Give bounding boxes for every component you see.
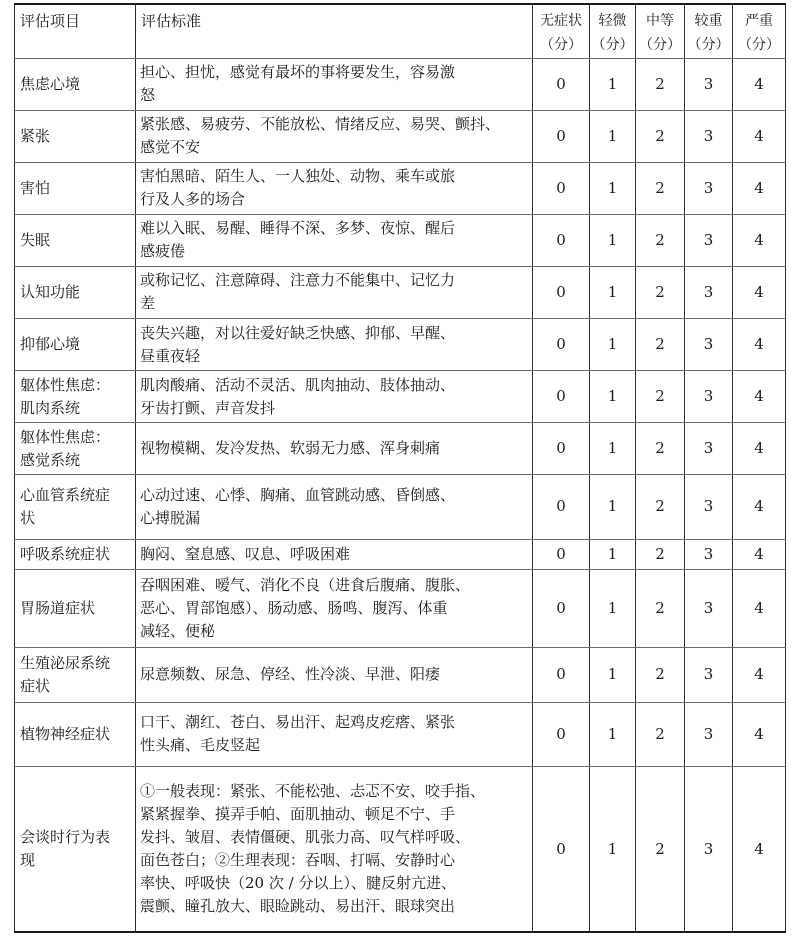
score-cell: 3 xyxy=(685,569,733,647)
item-name-line: 呼吸系统症状 xyxy=(20,544,111,563)
item-name-line: 现 xyxy=(20,851,36,869)
criteria-cell xyxy=(136,767,533,932)
criteria-cell xyxy=(136,423,533,475)
item-cell xyxy=(15,767,136,932)
score-cell: 2 xyxy=(636,423,685,475)
header-score-unit: （分） xyxy=(591,37,634,53)
score-cell: 2 xyxy=(636,767,685,932)
header-score-label: 较重 xyxy=(694,13,723,29)
criteria-cell xyxy=(136,371,533,423)
criteria-cell xyxy=(136,58,533,110)
item-cell xyxy=(15,475,136,539)
item-name-line: 躯体性焦虑： xyxy=(20,427,111,446)
table-row xyxy=(15,702,786,766)
criteria-cell xyxy=(136,214,533,266)
criteria-line: 吞咽困难、嗳气、消化不良（进食后腹痛、腹胀、 xyxy=(140,575,471,594)
score-cell: 2 xyxy=(636,702,685,766)
criteria-line: 心搏脱漏 xyxy=(140,508,201,527)
score-cell: 2 xyxy=(636,162,685,214)
criteria-cell xyxy=(136,539,533,569)
score-cell: 2 xyxy=(636,475,685,539)
item-name-line: 认知功能 xyxy=(20,282,81,301)
item-name-line: 状 xyxy=(20,508,36,527)
table-row xyxy=(15,767,786,932)
header-score-label: 中等 xyxy=(646,13,674,29)
criteria-line: 震颤、瞳孔放大、眼睑跳动、易出汗、眼球突出 xyxy=(140,897,456,915)
table-row xyxy=(15,266,786,318)
item-name-line: 害怕 xyxy=(20,178,51,197)
score-cell: 0 xyxy=(533,702,590,766)
criteria-line: 怒 xyxy=(140,86,156,105)
assessment-table-container xyxy=(14,3,785,933)
score-cell: 0 xyxy=(533,423,590,475)
criteria-cell xyxy=(136,475,533,539)
item-name-line: 症状 xyxy=(20,676,51,695)
score-cell: 4 xyxy=(733,58,786,110)
table-row xyxy=(15,475,786,539)
table-row xyxy=(15,539,786,569)
item-name-line: 抑郁心境 xyxy=(20,335,81,354)
header-score-label: 严重 xyxy=(745,13,773,29)
score-cell: 0 xyxy=(533,371,590,423)
score-cell: 0 xyxy=(533,58,590,110)
score-cell: 0 xyxy=(533,110,590,162)
score-cell: 1 xyxy=(590,767,636,932)
item-name-line: 生殖泌尿系统 xyxy=(20,653,111,672)
score-cell: 3 xyxy=(685,767,733,932)
criteria-line: 口干、潮红、苍白、易出汗、起鸡皮疙瘩、紧张 xyxy=(140,713,456,732)
score-cell: 2 xyxy=(636,569,685,647)
score-cell: 2 xyxy=(636,214,685,266)
criteria-line: 感觉不安 xyxy=(140,138,201,157)
score-cell: 0 xyxy=(533,767,590,932)
table-row xyxy=(15,110,786,162)
score-cell: 2 xyxy=(636,371,685,423)
header-score-unit: （分） xyxy=(738,37,780,53)
criteria-line: 胸闷、窒息感、叹息、呼吸困难 xyxy=(140,544,351,563)
score-cell: 4 xyxy=(733,475,786,539)
score-cell: 2 xyxy=(636,58,685,110)
item-cell xyxy=(15,569,136,647)
score-cell: 4 xyxy=(733,647,786,702)
score-cell: 0 xyxy=(533,475,590,539)
score-cell: 3 xyxy=(685,162,733,214)
score-cell: 1 xyxy=(590,702,636,766)
score-cell: 2 xyxy=(636,539,685,569)
criteria-line: 紧紧握拳、摸弄手帕、面肌抽动、顿足不宁、手 xyxy=(140,805,456,823)
item-cell xyxy=(15,371,136,423)
criteria-line: 害怕黑暗、陌生人、一人独处、动物、乘车或旅 xyxy=(140,167,456,186)
table-row xyxy=(15,371,786,423)
score-cell: 2 xyxy=(636,647,685,702)
table-row xyxy=(15,423,786,475)
item-name-line: 失眠 xyxy=(20,230,51,249)
score-cell: 1 xyxy=(590,539,636,569)
header-score-extreme xyxy=(733,4,786,58)
score-cell: 1 xyxy=(590,214,636,266)
score-cell: 1 xyxy=(590,647,636,702)
table-row xyxy=(15,647,786,702)
item-cell xyxy=(15,266,136,318)
item-cell xyxy=(15,702,136,766)
score-cell: 1 xyxy=(590,58,636,110)
score-cell: 1 xyxy=(590,162,636,214)
criteria-line: 心动过速、心悸、胸痛、血管跳动感、昏倒感、 xyxy=(140,485,456,504)
item-cell xyxy=(15,214,136,266)
score-cell: 4 xyxy=(733,162,786,214)
criteria-line: 难以入眠、易醒、睡得不深、多梦、夜惊、醒后 xyxy=(140,219,456,238)
criteria-line: 感疲倦 xyxy=(140,242,186,261)
criteria-line: 肌肉酸痛、活动不灵活、肌肉抽动、肢体抽动、 xyxy=(140,375,456,394)
criteria-line: 或称记忆、注意障碍、注意力不能集中、记忆力 xyxy=(140,271,456,290)
header-score-unit: （分） xyxy=(639,37,681,53)
score-cell: 3 xyxy=(685,702,733,766)
criteria-cell xyxy=(136,702,533,766)
score-cell: 3 xyxy=(685,423,733,475)
table-header-row xyxy=(15,4,786,58)
criteria-line: 视物模糊、发冷发热、软弱无力感、浑身刺痛 xyxy=(140,439,441,458)
score-cell: 3 xyxy=(685,475,733,539)
criteria-line: 差 xyxy=(140,294,156,313)
score-cell: 4 xyxy=(733,110,786,162)
criteria-line: 率快、呼吸快（20 次 / 分以上）、腱反射亢进、 xyxy=(140,874,456,892)
criteria-cell xyxy=(136,569,533,647)
score-cell: 3 xyxy=(685,266,733,318)
score-cell: 4 xyxy=(733,266,786,318)
score-cell: 4 xyxy=(733,319,786,371)
criteria-line: 面色苍白；②生理表现：吞咽、打嗝、安静时心 xyxy=(140,851,456,869)
score-cell: 4 xyxy=(733,423,786,475)
header-score-mild xyxy=(590,4,636,58)
score-cell: 2 xyxy=(636,319,685,371)
score-cell: 0 xyxy=(533,569,590,647)
item-cell xyxy=(15,319,136,371)
criteria-line: 担心、担忧，感觉有最坏的事将要发生，容易激 xyxy=(140,63,456,82)
header-score-unit: （分） xyxy=(540,37,582,53)
item-name-line: 紧张 xyxy=(20,126,51,145)
score-cell: 0 xyxy=(533,266,590,318)
item-name-line: 躯体性焦虑： xyxy=(20,375,111,394)
score-cell: 4 xyxy=(733,371,786,423)
item-cell xyxy=(15,58,136,110)
criteria-cell xyxy=(136,162,533,214)
score-cell: 0 xyxy=(533,647,590,702)
score-cell: 3 xyxy=(685,371,733,423)
score-cell: 4 xyxy=(733,767,786,932)
table-row xyxy=(15,162,786,214)
item-name-line: 会谈时行为表 xyxy=(20,828,111,846)
score-cell: 3 xyxy=(685,214,733,266)
criteria-line: 减轻、便秘 xyxy=(140,621,216,640)
criteria-line: 性头痛、毛皮竖起 xyxy=(140,736,261,755)
criteria-cell xyxy=(136,647,533,702)
score-cell: 1 xyxy=(590,475,636,539)
score-cell: 2 xyxy=(636,266,685,318)
criteria-line: 尿意频数、尿急、停经、性冷淡、早泄、阳痿 xyxy=(140,665,441,684)
table-row xyxy=(15,569,786,647)
criteria-line: 行及人多的场合 xyxy=(140,190,246,209)
score-cell: 1 xyxy=(590,110,636,162)
score-cell: 0 xyxy=(533,319,590,371)
header-score-severe xyxy=(685,4,733,58)
table-row xyxy=(15,58,786,110)
table-row xyxy=(15,214,786,266)
anxiety-assessment-table xyxy=(14,3,786,933)
score-cell: 3 xyxy=(685,58,733,110)
criteria-line: 紧张感、易疲劳、不能放松、情绪反应、易哭、颤抖、 xyxy=(140,115,501,134)
score-cell: 4 xyxy=(733,569,786,647)
header-criteria: 评估标准 xyxy=(136,4,533,58)
header-item: 评估项目 xyxy=(15,4,136,58)
score-cell: 4 xyxy=(733,539,786,569)
criteria-cell xyxy=(136,319,533,371)
score-cell: 3 xyxy=(685,319,733,371)
item-cell xyxy=(15,539,136,569)
item-name-line: 感觉系统 xyxy=(20,450,81,469)
score-cell: 1 xyxy=(590,569,636,647)
item-cell xyxy=(15,162,136,214)
header-score-label: 无症状 xyxy=(540,13,582,29)
item-name-line: 焦虑心境 xyxy=(20,74,81,93)
item-cell xyxy=(15,110,136,162)
item-name-line: 心血管系统症 xyxy=(20,485,111,504)
item-cell xyxy=(15,647,136,702)
score-cell: 0 xyxy=(533,539,590,569)
criteria-line: ①一般表现：紧张、不能松弛、忐忑不安、咬手指、 xyxy=(140,782,486,800)
score-cell: 3 xyxy=(685,539,733,569)
table-row xyxy=(15,319,786,371)
header-score-moderate xyxy=(636,4,685,58)
score-cell: 1 xyxy=(590,319,636,371)
score-cell: 1 xyxy=(590,423,636,475)
table-body xyxy=(15,58,786,932)
header-score-label: 轻微 xyxy=(598,13,627,29)
criteria-line: 恶心、胃部饱感）、肠动感、肠鸣、腹泻、体重 xyxy=(140,598,448,617)
criteria-cell xyxy=(136,110,533,162)
item-name-line: 植物神经症状 xyxy=(20,724,111,743)
score-cell: 0 xyxy=(533,162,590,214)
criteria-line: 牙齿打颤、声音发抖 xyxy=(140,398,276,417)
score-cell: 1 xyxy=(590,266,636,318)
item-name-line: 肌肉系统 xyxy=(20,398,81,417)
criteria-line: 昼重夜轻 xyxy=(140,346,201,365)
criteria-line: 丧失兴趣，对以往爱好缺乏快感、抑郁、早醒、 xyxy=(140,323,456,342)
score-cell: 1 xyxy=(590,371,636,423)
item-cell xyxy=(15,423,136,475)
score-cell: 0 xyxy=(533,214,590,266)
criteria-cell xyxy=(136,266,533,318)
criteria-line: 发抖、皱眉、表情僵硬、肌张力高、叹气样呼吸、 xyxy=(140,828,471,846)
score-cell: 2 xyxy=(636,110,685,162)
score-cell: 3 xyxy=(685,110,733,162)
item-name-line: 胃肠道症状 xyxy=(20,598,96,617)
score-cell: 4 xyxy=(733,214,786,266)
header-score-none xyxy=(533,4,590,58)
score-cell: 3 xyxy=(685,647,733,702)
header-score-unit: （分） xyxy=(687,37,730,53)
score-cell: 4 xyxy=(733,702,786,766)
